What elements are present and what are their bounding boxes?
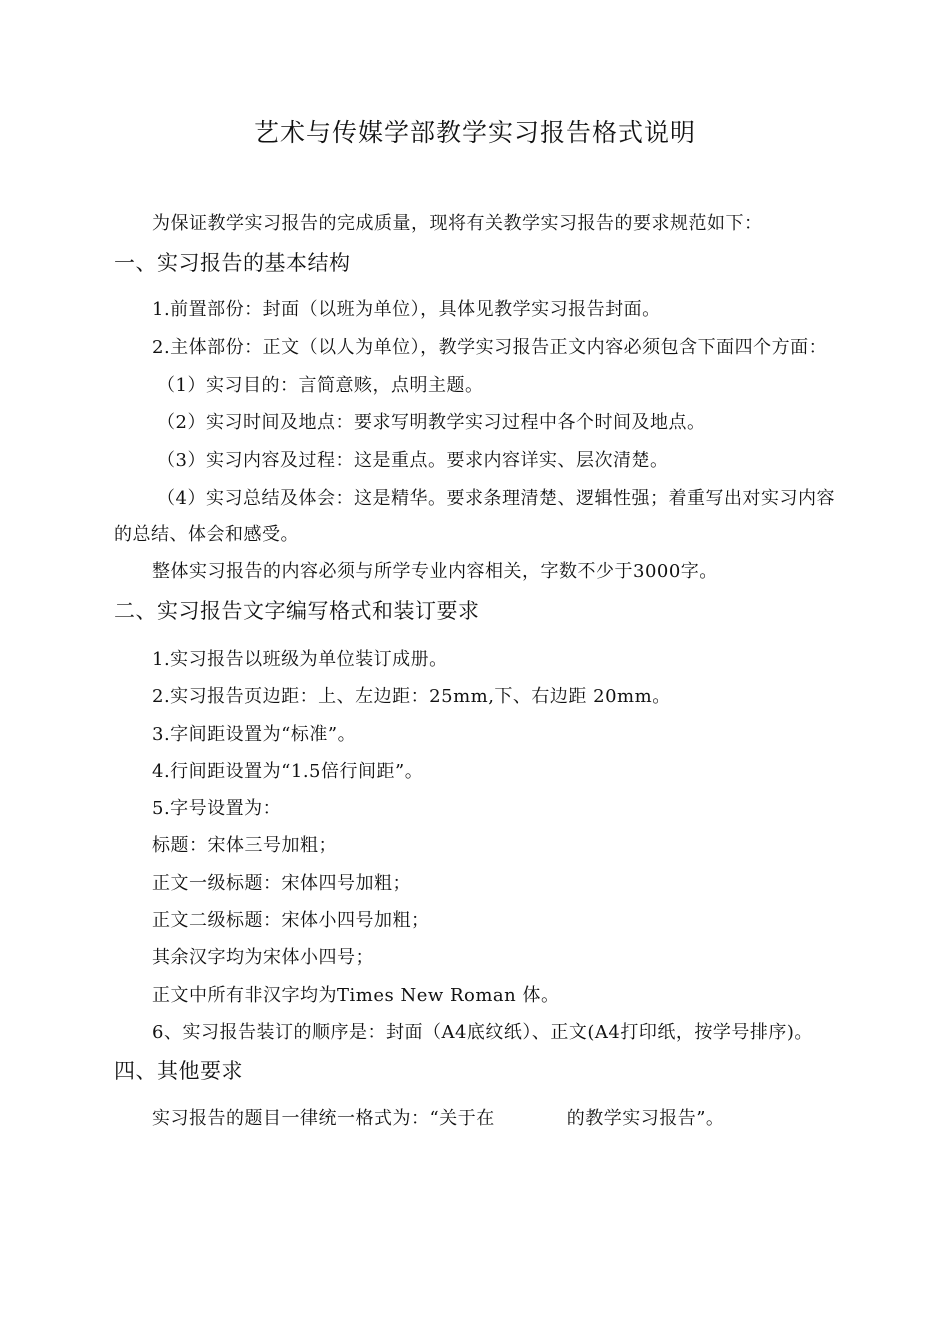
- structure-item-summary: （4）实习总结及体会：这是精华。要求条理清楚、逻辑性强；着重写出对实习内容: [157, 488, 835, 509]
- section-heading-other: 四、其他要求: [114, 1059, 243, 1083]
- format-margins: 2.实习报告页边距：上、左边距：25mm,下、右边距 20mm。: [152, 686, 671, 707]
- format-binding: 1.实习报告以班级为单位装订成册。: [152, 649, 448, 670]
- structure-item-content: （3）实习内容及过程：这是重点。要求内容详实、层次清楚。: [157, 450, 669, 471]
- structure-item-time-place: （2）实习时间及地点：要求写明教学实习过程中各个时间及地点。: [157, 412, 706, 433]
- intro-paragraph: 为保证教学实习报告的完成质量，现将有关教学实习报告的要求规范如下：: [152, 213, 763, 234]
- structure-word-count: 整体实习报告的内容必须与所学专业内容相关，字数不少于3000字。: [152, 561, 718, 582]
- structure-item-purpose: （1）实习目的：言简意赅，点明主题。: [157, 375, 484, 396]
- structure-main-body: 2.主体部份：正文（以人为单位），教学实习报告正文内容必须包含下面四个方面：: [152, 337, 828, 358]
- other-title-format-end: 的教学实习报告”。: [566, 1108, 725, 1129]
- format-latin-font: 正文中所有非汉字均为Times New Roman 体。: [152, 985, 560, 1006]
- structure-front-matter: 1.前置部份：封面（以班为单位），具体见教学实习报告封面。: [152, 299, 661, 320]
- format-h1-font: 正文一级标题：宋体四号加粗；: [152, 873, 411, 894]
- other-title-format-start: 实习报告的题目一律统一格式为：“关于在: [152, 1108, 495, 1129]
- document-title: 艺术与传媒学部教学实习报告格式说明: [253, 118, 696, 147]
- format-char-spacing: 3.字间距设置为“标准”。: [152, 724, 357, 745]
- format-binding-order: 6、实习报告装订的顺序是：封面（A4底纹纸）、正文(A4打印纸，按学号排序)。: [152, 1022, 813, 1043]
- format-line-spacing: 4.行间距设置为“1.5倍行间距”。: [152, 761, 424, 782]
- format-h2-font: 正文二级标题：宋体小四号加粗；: [152, 910, 430, 931]
- structure-item-summary-cont: 的总结、体会和感受。: [114, 524, 299, 545]
- other-title-format: [152, 1104, 724, 1130]
- format-font-size: 5.字号设置为：: [152, 798, 282, 819]
- section-heading-format: 二、实习报告文字编写格式和装订要求: [114, 599, 480, 623]
- section-heading-structure: 一、实习报告的基本结构: [114, 251, 351, 275]
- format-body-font: 其余汉字均为宋体小四号；: [152, 947, 374, 968]
- format-title-font: 标题：宋体三号加粗；: [152, 835, 337, 856]
